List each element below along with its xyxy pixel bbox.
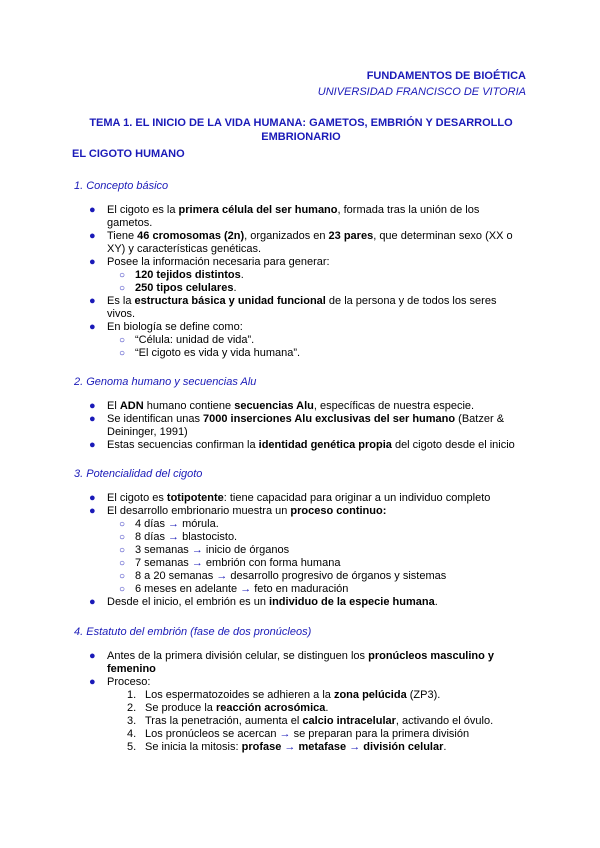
arrow-icon: → [191, 544, 203, 556]
bullet-icon: ● [89, 439, 96, 451]
university-name: UNIVERSIDAD FRANCISCO DE VITORIA [317, 86, 526, 98]
bullet-icon: ● [89, 492, 96, 504]
circle-bullet-icon: ○ [119, 558, 126, 569]
section-1-title: 1. Concepto básico [74, 180, 169, 192]
bullet-icon: ● [89, 400, 96, 412]
list-item: ● Estas secuencias confirman la identidad genética propia del cigoto desde el inicio [89, 439, 515, 451]
arrow-icon: → [279, 728, 291, 740]
circle-bullet-icon: ○ [119, 283, 126, 294]
arrow-icon: → [168, 518, 180, 530]
bullet-icon: ● [89, 650, 96, 662]
section-2-list [89, 400, 527, 452]
list-item: ● Posee la información necesaria para generar: ○ 120 tejidos distintos. ○ 250 tipos celulares. [107, 256, 527, 295]
list-item: ● El desarrollo embrionario muestra un proceso continuo: ○ 4 días → mórula. ○ 8 días → blastocisto. ○ 3 semanas → inicio de órganos ○ 7 semanas → embrión con forma humana ○ 8 a 20 semanas → desarrollo progresivo de órganos y sistemas ○ 6 meses en adelante → feto en maduración [107, 505, 527, 596]
list-item: ● Proceso: 1. Los espermatozoides se adhieren a la zona pelúcida (ZP3). 2. Se produce la reacción acrosómica. 3. Tras la penetración, aumenta el calcio intracelular, activando el óvulo. 4. Los pronúcleos se acercan → se preparan para la primera división 5. Se inicia la mitosis: profase → metafase → división celular. [107, 676, 527, 754]
list-item: ● El cigoto es totipotente: tiene capacidad para originar a un individuo completo [89, 492, 491, 504]
bullet-icon: ● [89, 295, 96, 307]
arrow-icon: → [168, 531, 180, 543]
ordered-list-item: 4. Los pronúcleos se acercan → se preparan para la primera división [127, 728, 470, 740]
sub-list-item: ○ 7 semanas → embrión con forma humana [119, 557, 341, 569]
sub-list-item: ○ 250 tipos celulares. [119, 282, 237, 294]
sub-list-item: ○ 8 a 20 semanas → desarrollo progresivo de órganos y sistemas [119, 570, 447, 582]
list-item: ● En biología se define como: ○ “Célula: unidad de vida”. ○ “El cigoto es vida y vida humana”. [107, 321, 527, 360]
section-3-list [89, 492, 527, 609]
sub-list-item: ○ 6 meses en adelante → feto en maduración [119, 583, 349, 595]
list-item: ● Tiene 46 cromosomas (2n), organizados en 23 pares, que determinan sexo (XX o XY) y características genéticas. [89, 230, 513, 255]
sub-list-item: ○ “Célula: unidad de vida”. [119, 334, 255, 346]
section-3-title: 3. Potencialidad del cigoto [74, 468, 203, 480]
topic-title: TEMA 1. EL INICIO DE LA VIDA HUMANA: GAMETOS, EMBRIÓN Y DESARROLLO EMBRIONARIO [89, 117, 513, 143]
sub-list-item: ○ 8 días → blastocisto. [119, 531, 238, 543]
arrow-icon: → [240, 583, 252, 595]
circle-bullet-icon: ○ [119, 335, 126, 346]
arrow-icon: → [216, 570, 228, 582]
circle-bullet-icon: ○ [119, 584, 126, 595]
section-4-title: 4. Estatuto del embrión (fase de dos pronúcleos) [74, 626, 312, 638]
bullet-icon: ● [89, 676, 96, 688]
sub-list-item: ○ 4 días → mórula. [119, 518, 219, 530]
ordered-list-item: 2. Se produce la reacción acrosómica. [127, 702, 329, 714]
arrow-icon: → [191, 557, 203, 569]
list-item: ● El ADN humano contiene secuencias Alu, específicas de nuestra especie. [89, 400, 475, 412]
list-item: ● Desde el inicio, el embrión es un individuo de la especie humana. [89, 596, 438, 608]
circle-bullet-icon: ○ [119, 270, 126, 281]
section-1-list [89, 204, 527, 360]
circle-bullet-icon: ○ [119, 519, 126, 530]
circle-bullet-icon: ○ [119, 571, 126, 582]
circle-bullet-icon: ○ [119, 532, 126, 543]
sub-list-item: ○ 120 tejidos distintos. [119, 269, 244, 281]
list-item: ● Se identifican unas 7000 inserciones Alu exclusivas del ser humano (Batzer & Deininger, 1991) [89, 413, 505, 438]
ordered-list-item: 3. Tras la penetración, aumenta el calcio intracelular, activando el óvulo. [127, 715, 494, 727]
list-item: ● El cigoto es la primera célula del ser humano, formada tras la unión de los gametos. [89, 204, 480, 229]
circle-bullet-icon: ○ [119, 545, 126, 556]
course-title: FUNDAMENTOS DE BIOÉTICA [366, 70, 526, 82]
list-item: ● Es la estructura básica y unidad funcional de la persona y de todos los seres vivos. [89, 295, 497, 320]
bullet-icon: ● [89, 596, 96, 608]
ordered-list-item: 5. Se inicia la mitosis: profase → metafase → división celular. [127, 741, 447, 753]
bullet-icon: ● [89, 321, 96, 333]
section-subtitle: EL CIGOTO HUMANO [72, 148, 185, 160]
section-4-list [89, 650, 527, 754]
ordered-list-item: 1. Los espermatozoides se adhieren a la zona pelúcida (ZP3). [127, 689, 441, 701]
list-item: ● Antes de la primera división celular, se distinguen los pronúcleos masculino y femenino [89, 650, 495, 675]
bullet-icon: ● [89, 204, 96, 216]
bullet-icon: ● [89, 256, 96, 268]
bullet-icon: ● [89, 505, 96, 517]
section-2-title: 2. Genoma humano y secuencias Alu [74, 376, 257, 388]
sub-list-item: ○ 3 semanas → inicio de órganos [119, 544, 290, 556]
bullet-icon: ● [89, 413, 96, 425]
circle-bullet-icon: ○ [119, 348, 126, 359]
bullet-icon: ● [89, 230, 96, 242]
sub-list-item: ○ “El cigoto es vida y vida humana”. [119, 347, 301, 359]
